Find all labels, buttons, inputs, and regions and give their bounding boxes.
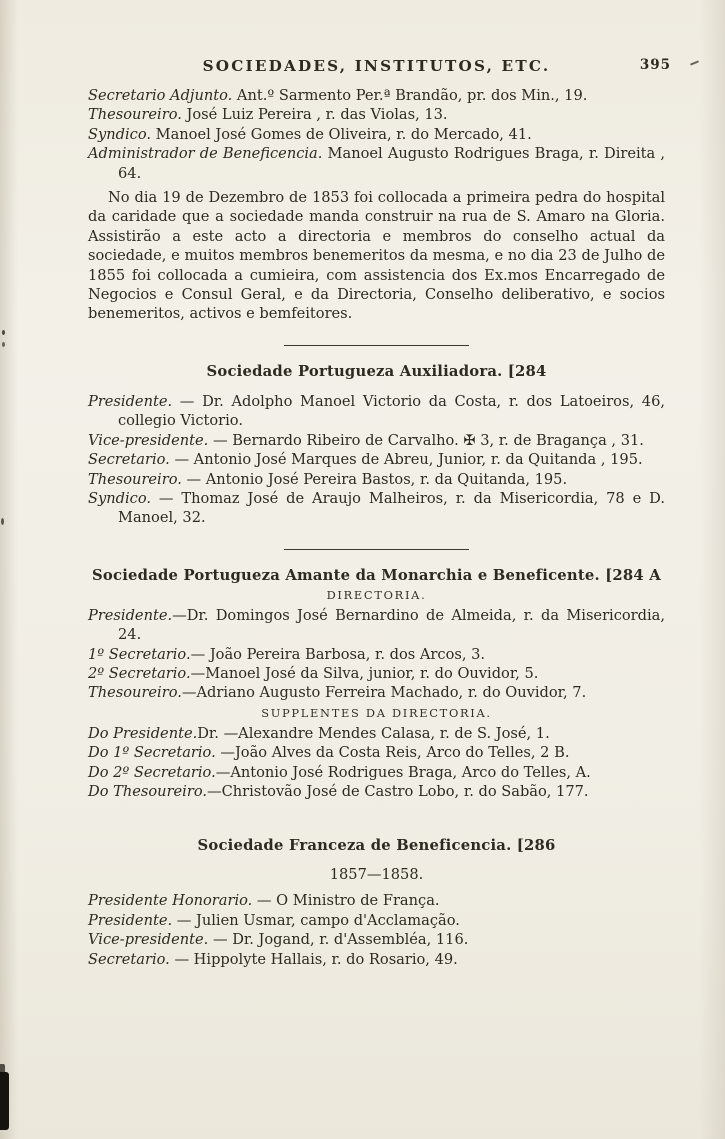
pen-mark-artifact <box>690 60 699 65</box>
officer-detail: Dr. —Alexandre Mendes Calasa, r. de S. José, 1. <box>197 724 550 742</box>
section-sociedade-amante-da-monarchia <box>88 567 665 802</box>
subheading-years: 1857—1858. <box>329 866 424 884</box>
officer-entry <box>88 724 665 743</box>
officer-entry <box>88 606 665 645</box>
section-sociedade-portugueza-auxiliadora <box>88 363 665 528</box>
officer-role: Vice-presidente. <box>88 431 209 449</box>
officer-entry <box>88 782 665 801</box>
officer-entry <box>88 763 665 782</box>
officer-role: Secretario. <box>88 950 170 968</box>
officer-role: Secretario. <box>88 451 170 469</box>
officer-role: Do 2º Secretario. <box>88 763 216 781</box>
officer-detail: — João Pereira Barbosa, r. dos Arcos, 3. <box>190 645 486 663</box>
continuation-block <box>88 86 665 324</box>
section-divider <box>284 549 469 550</box>
binding-smudge-artifact <box>0 1072 9 1130</box>
officer-role: Presidente. <box>88 911 173 929</box>
officer-role: Presidente Honorario. <box>88 892 253 910</box>
officer-entry <box>88 645 665 664</box>
officer-detail: —Antonio José Rodrigues Braga, Arco do Telles, A. <box>215 763 591 781</box>
officer-entry <box>88 392 665 431</box>
officer-detail: — Julien Usmar, campo d'Acclamação. <box>172 911 460 929</box>
officer-detail: —Adriano Augusto Ferreira Machado, r. do Ouvidor, 7. <box>181 684 587 702</box>
section-title: Sociedade Portugueza Auxiliadora. [284 <box>206 362 547 380</box>
officer-entry <box>88 950 665 969</box>
officer-entry <box>88 891 665 910</box>
officer-entry <box>88 86 665 105</box>
officer-detail: —Dr. Domingos José Bernardino de Almeida, r. da Misericordia, 24. <box>118 606 665 644</box>
officer-detail: — Dr. Jogand, r. d'Assembléa, 116. <box>208 931 469 949</box>
binding-smudge-artifact <box>0 1064 5 1074</box>
officer-role: 2º Secretario. <box>88 664 191 682</box>
subheading-supplentes: SUPPLENTES DA DIRECTORIA. <box>261 705 492 720</box>
officer-entry <box>88 743 665 762</box>
page-number: 395 <box>639 57 671 73</box>
running-header <box>88 56 671 76</box>
section-title: Sociedade Portugueza Amante da Monarchia e Beneficente. [284 A <box>92 566 661 584</box>
officer-role: Thesoureiro. <box>88 470 182 488</box>
officer-detail: —Christovão José de Castro Lobo, r. do Sabão, 177. <box>207 782 589 800</box>
officer-role: Thesoureiro. <box>88 106 182 124</box>
officer-role: Do Presidente. <box>88 724 198 742</box>
officer-role: Secretario Adjunto. <box>88 87 233 104</box>
officer-detail: Manoel Augusto Rodrigues Braga, r. Direita , 64. <box>118 145 666 182</box>
officer-detail: Manoel José Gomes de Oliveira, r. do Mercado, 41. <box>151 125 532 143</box>
officer-entry <box>88 450 665 469</box>
officer-detail: — Dr. Adolpho Manoel Victorio da Costa, r. dos Latoeiros, 46, collegio Victorio. <box>118 392 665 430</box>
officer-role: Presidente. <box>88 392 173 410</box>
officer-role: Syndico. <box>88 489 151 507</box>
officer-detail: — Antonio José Pereira Bastos, r. da Quitanda, 195. <box>181 470 568 488</box>
officer-detail: —João Alves da Costa Reis, Arco do Telles, 2 B. <box>215 744 570 762</box>
officer-entry <box>88 489 665 528</box>
officer-role: Do Thesoureiro. <box>88 782 207 800</box>
section-divider <box>284 345 469 346</box>
officer-detail: — Bernardo Ribeiro de Carvalho. ✠ 3, r. de Bragança , 31. <box>208 431 644 449</box>
officer-role: Do 1º Secretario. <box>88 744 216 762</box>
officer-detail: — O Ministro de França. <box>252 892 440 910</box>
officer-detail: — Hippolyte Hallais, r. do Rosario, 49. <box>169 950 458 968</box>
officer-entry <box>88 125 665 144</box>
officer-role: Administrador de Beneficencia. <box>88 145 323 163</box>
officer-entry <box>88 470 665 489</box>
officer-detail: —Manoel José da Silva, junior, r. do Ouvidor, 5. <box>190 664 539 682</box>
officer-role: 1º Secretario. <box>88 645 191 663</box>
officer-entry <box>88 911 665 930</box>
scan-speck-artifact <box>1 518 4 525</box>
scan-speck-artifact <box>2 342 5 347</box>
officer-role: Vice-presidente. <box>88 931 209 949</box>
officer-detail: — Antonio José Marques de Abreu, Junior, r. da Quitanda , 195. <box>169 451 643 469</box>
officer-entry <box>88 930 665 949</box>
officer-role: Syndico. <box>88 125 151 143</box>
page-title: SOCIEDADES, INSTITUTOS, ETC. <box>202 57 551 75</box>
officer-role: Presidente. <box>88 606 173 624</box>
body-paragraph: No dia 19 de Dezembro de 1853 foi collocada a primeira pedra do hospital da caridade que a sociedade manda construir na rua de S. Amaro na Gloria. Assistirão a este acto a directoria e membros do conselho actual da sociedade, e muitos membros benemeritos da mesma, e no dia 23 de Julho de 1855 foi collocada a cumieira, com assistencia dos Ex.mos Encarregado de Negocios e Consul Geral, e da Directoria, Conselho deliberativo, e socios benemeritos, activos e bemfeitores. <box>88 189 665 323</box>
officer-entry <box>88 683 665 702</box>
scan-speck-artifact <box>2 330 5 335</box>
officer-entry <box>88 144 665 183</box>
officer-entry <box>88 105 665 124</box>
officer-role: Thesoureiro. <box>88 684 182 702</box>
section-sociedade-franceza <box>88 837 665 969</box>
officer-entry <box>88 664 665 683</box>
subheading-directoria: DIRECTORIA. <box>326 587 427 602</box>
section-title: Sociedade Franceza de Beneficencia. [286 <box>197 837 556 855</box>
officer-entry <box>88 431 665 450</box>
officer-detail: — Thomaz José de Araujo Malheiros, r. da Misericordia, 78 e D. Manoel, 32. <box>118 489 665 527</box>
officer-detail: Ant.º Sarmento Per.ª Brandão, pr. dos Min., 19. <box>232 87 588 104</box>
officer-detail: José Luiz Pereira , r. das Violas, 13. <box>181 106 448 124</box>
